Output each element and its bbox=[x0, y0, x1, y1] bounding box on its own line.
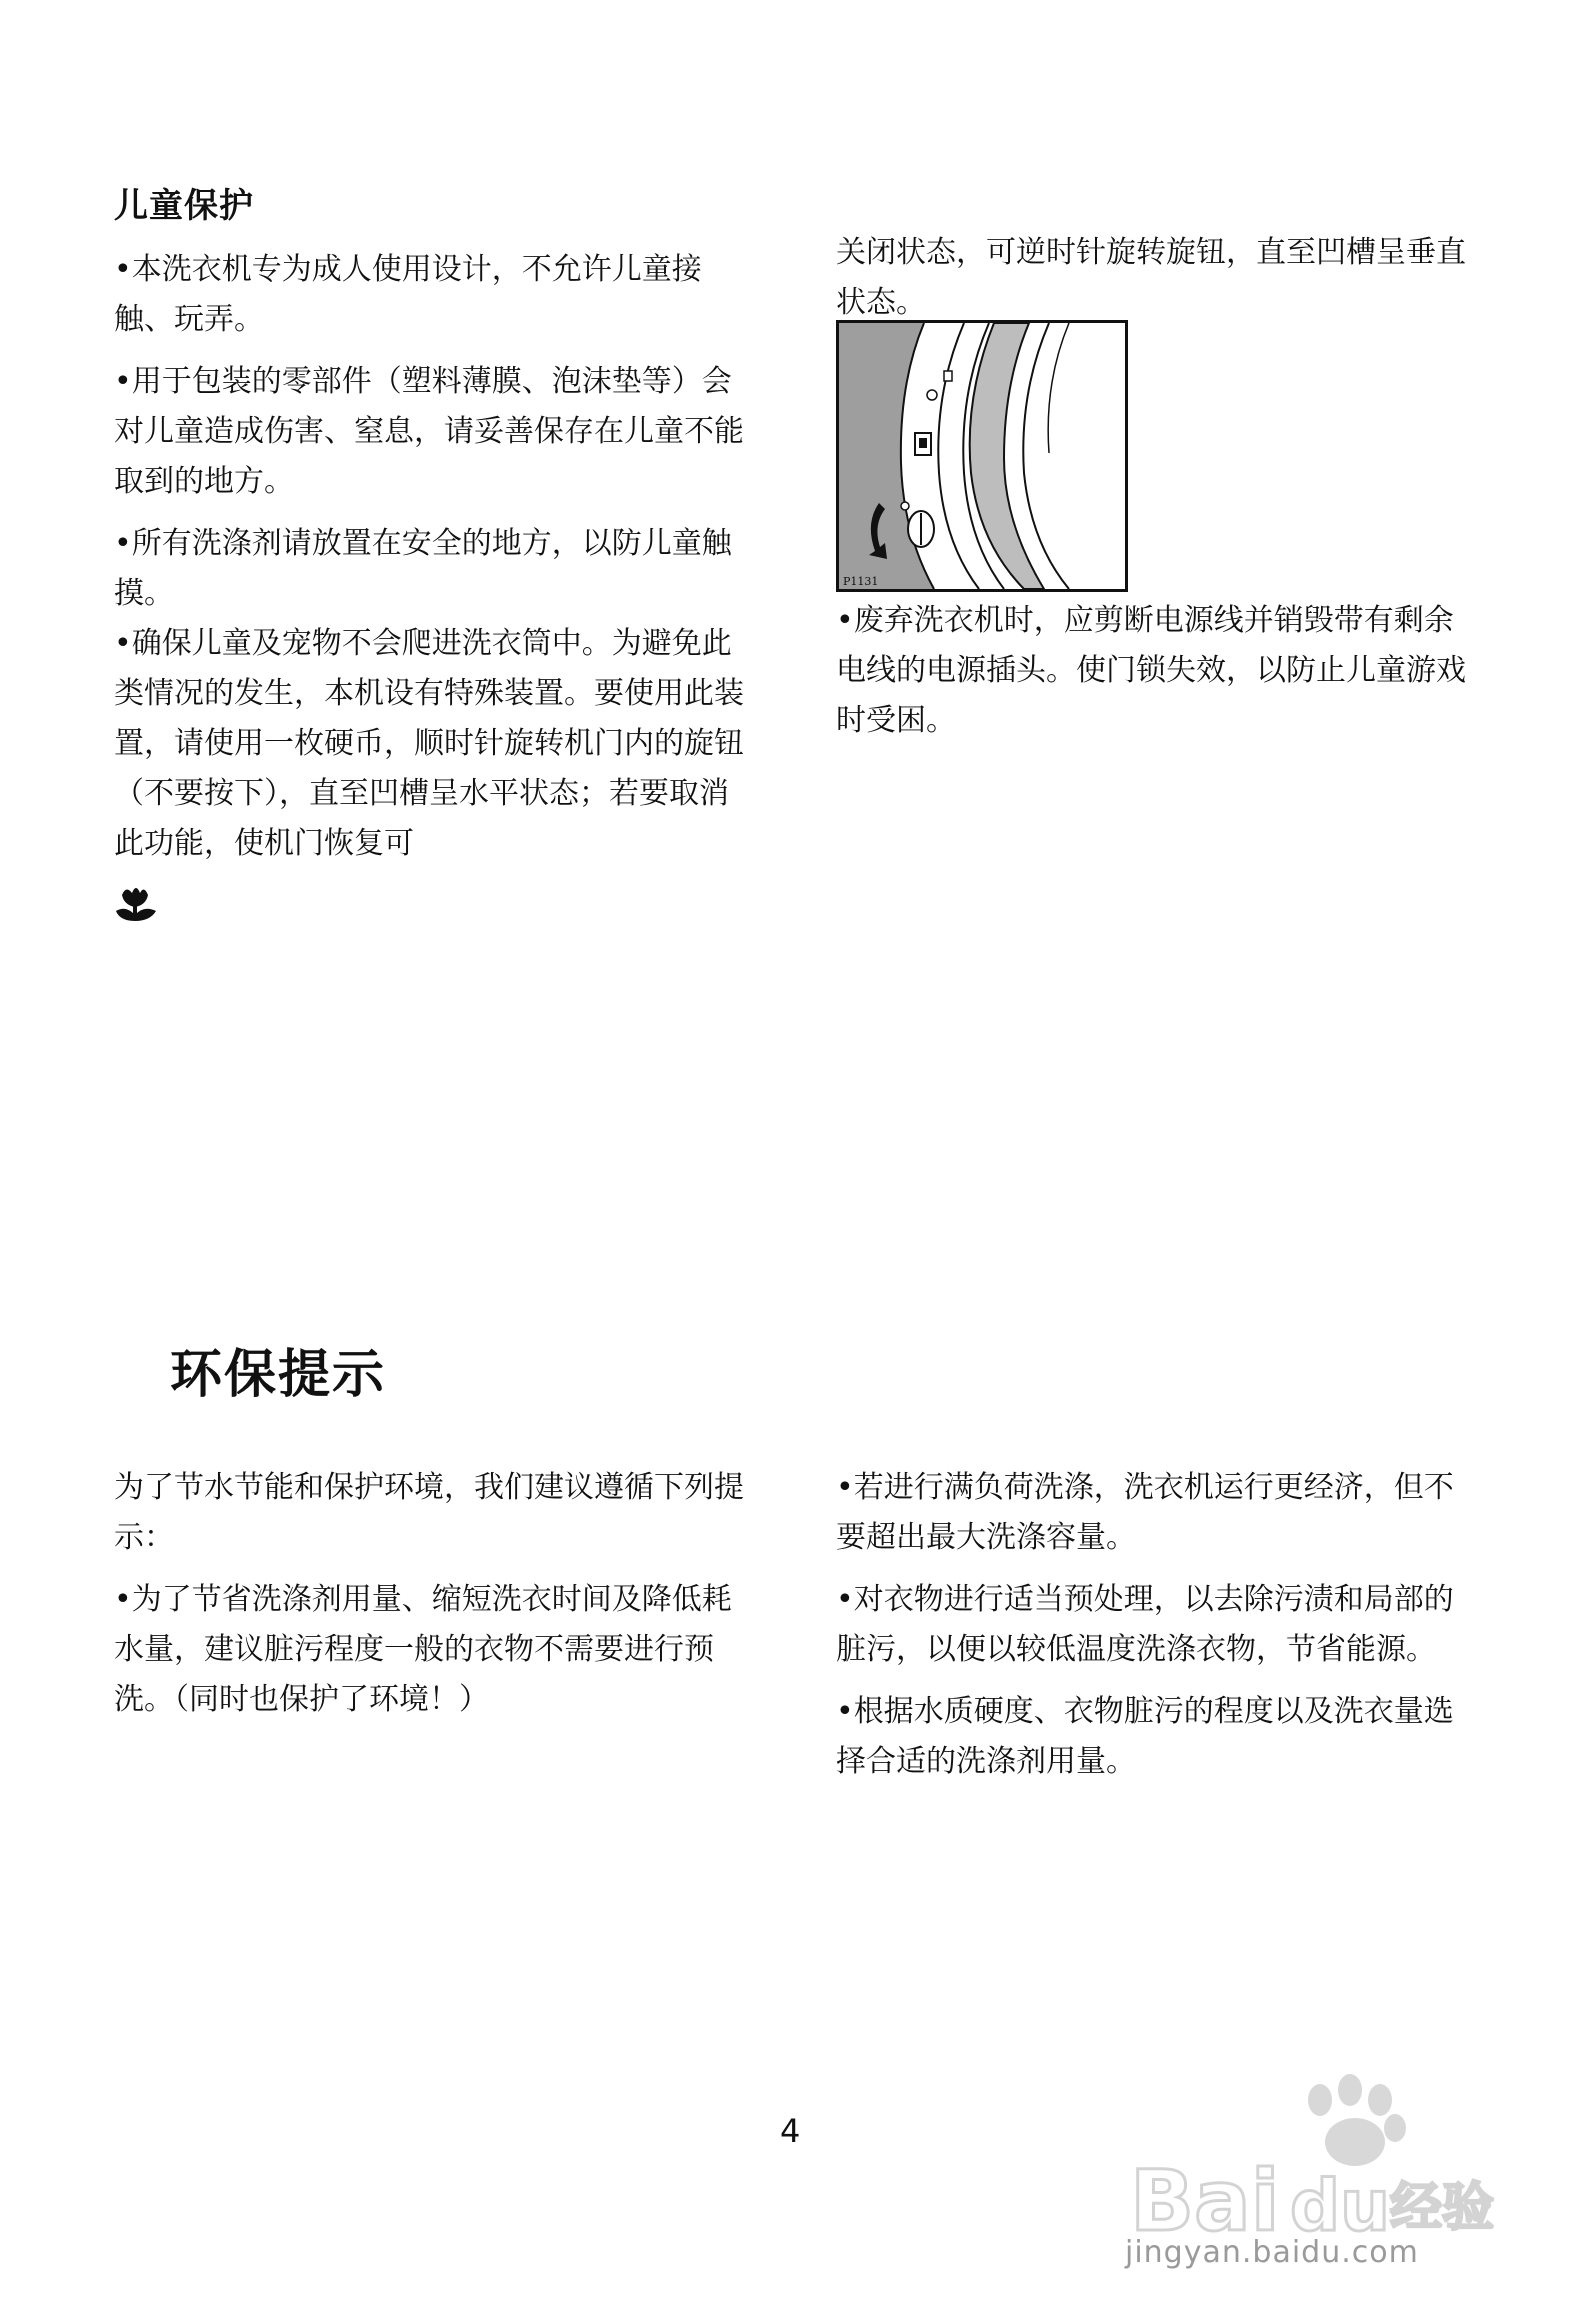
paragraph-intro: 为了节水节能和保护环境，我们建议遵循下列提示： bbox=[114, 1470, 744, 1555]
paragraph: •为了节省洗涤剂用量、缩短洗衣时间及降低耗水量，建议脏污程度一般的衣物不需要进行预洗。（同时也保护了环境！） bbox=[114, 1582, 732, 1717]
paragraph: •用于包装的零部件（塑料薄膜、泡沫垫等）会对儿童造成伤害、窒息，请妥善保存在儿童不能取到的地方。 bbox=[114, 364, 744, 499]
paragraph: •对衣物进行适当预处理，以去除污渍和局部的脏污，以便以较低温度洗涤衣物，节省能源。 bbox=[836, 1582, 1454, 1667]
eco-tips-left-column bbox=[114, 1463, 754, 1737]
child-protection-left-column bbox=[114, 245, 754, 881]
paragraph: •根据水质硬度、衣物脏污的程度以及洗衣量选择合适的洗涤剂用量。 bbox=[836, 1694, 1454, 1779]
door-lock-figure bbox=[836, 320, 1128, 592]
svg-text:du: du bbox=[1290, 2165, 1390, 2247]
svg-text:经验: 经验 bbox=[1390, 2178, 1495, 2238]
section-title-child-protection: 儿童保护 bbox=[114, 186, 254, 226]
paragraph: •若进行满负荷洗涤，洗衣机运行更经济，但不要超出最大洗涤容量。 bbox=[836, 1470, 1454, 1555]
child-protection-right-lower bbox=[836, 596, 1476, 746]
paragraph: •本洗衣机专为成人使用设计，不允许儿童接触、玩弄。 bbox=[114, 252, 702, 337]
section-title-eco-tips: 环保提示 bbox=[170, 1345, 387, 1405]
paragraph: •所有洗涤剂请放置在安全的地方，以防儿童触摸。 bbox=[114, 526, 732, 611]
paragraph: •确保儿童及宠物不会爬进洗衣筒中。为避免此类情况的发生，本机设有特殊装置。要使用此装置，请使用一枚硬币，顺时针旋转机门内的旋钮（不要按下），直至凹槽呈水平状态；若要取消此功能，使机门恢复可 bbox=[114, 626, 744, 861]
eco-flower-icon bbox=[116, 885, 164, 923]
svg-text:Bai: Bai bbox=[1130, 2152, 1280, 2250]
eco-tips-right-column bbox=[836, 1463, 1476, 1799]
page-number: 4 bbox=[780, 2112, 801, 2150]
watermark-url: jingyan.baidu.com bbox=[1125, 2235, 1419, 2270]
paragraph: •废弃洗衣机时，应剪断电源线并销毁带有剩余电线的电源插头。使门锁失效，以防止儿童游戏时受困。 bbox=[836, 603, 1466, 738]
figure-label: P1131 bbox=[843, 575, 879, 588]
paragraph-continuation: 关闭状态，可逆时针旋转旋钮，直至凹槽呈垂直状态。 bbox=[836, 235, 1466, 320]
